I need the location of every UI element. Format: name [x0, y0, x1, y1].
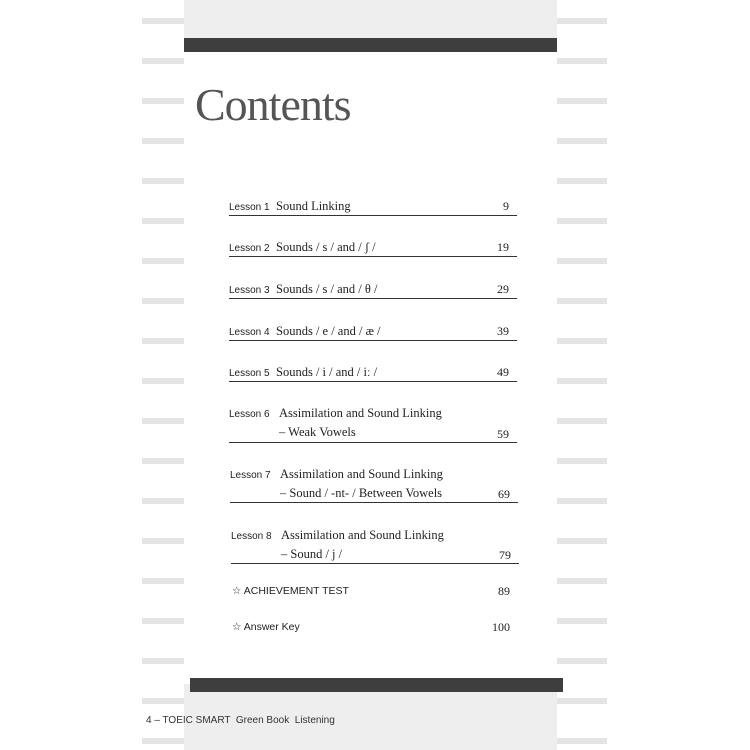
toc-entry-lesson-7[interactable]: [230, 467, 518, 503]
lesson-label: Lesson 7: [230, 470, 271, 481]
lesson-label: Lesson 6: [229, 409, 270, 420]
lesson-label: Lesson 2: [229, 243, 270, 254]
toc-entry-lesson-5[interactable]: [229, 365, 517, 382]
page-number: 29: [497, 282, 509, 296]
lesson-title: Sounds / i / and / iː /: [276, 365, 378, 379]
page-number: 19: [497, 240, 509, 254]
page-number: 79: [499, 548, 511, 562]
lesson-title: Sounds / e / and / æ /: [276, 324, 381, 338]
toc-entry-lesson-1[interactable]: [229, 199, 517, 216]
page-number: 39: [497, 324, 509, 338]
lesson-title: Assimilation and Sound Linking: [281, 528, 444, 542]
toc-entry-lesson-8[interactable]: [231, 528, 519, 564]
lesson-title: Sounds / s / and / θ /: [276, 282, 378, 296]
lesson-title: Sounds / s / and / ʃ /: [276, 240, 376, 254]
toc-entry-achievement-test[interactable]: [230, 584, 518, 602]
page-title: Contents: [195, 79, 351, 130]
top-bar: [184, 38, 557, 52]
page-number: 100: [492, 620, 510, 634]
toc-entry-lesson-3[interactable]: [229, 282, 517, 299]
lesson-subtitle: – Weak Vowels: [279, 425, 356, 439]
bottom-bar: [190, 678, 563, 692]
achievement-test-label: ☆ ACHIEVEMENT TEST: [232, 585, 349, 597]
lesson-label: Lesson 5: [229, 368, 270, 379]
lesson-label: Lesson 4: [229, 327, 270, 338]
toc-entry-lesson-6[interactable]: [229, 406, 517, 443]
page-number: 89: [498, 584, 510, 598]
page-number: 9: [503, 199, 509, 213]
lesson-label: Lesson 1: [229, 202, 270, 213]
page-number: 49: [497, 365, 509, 379]
toc-entry-answer-key[interactable]: [230, 620, 518, 638]
lesson-title: Sound Linking: [276, 199, 351, 213]
decorative-stripes-right: [557, 0, 607, 750]
decorative-stripes-left: [142, 0, 184, 750]
lesson-title: Assimilation and Sound Linking: [280, 467, 443, 481]
page-number: 59: [497, 427, 509, 441]
toc-entry-lesson-2[interactable]: [229, 240, 517, 257]
lesson-label: Lesson 8: [231, 531, 272, 542]
page-number: 69: [498, 487, 510, 501]
lesson-label: Lesson 3: [229, 285, 270, 296]
lesson-subtitle: – Sound / -nt- / Between Vowels: [280, 486, 443, 500]
lesson-subtitle: – Sound / j /: [281, 547, 343, 561]
page-footer: 4 – TOEIC SMART Green Book Listening: [146, 715, 335, 726]
toc-entry-lesson-4[interactable]: [229, 324, 517, 341]
lesson-title: Assimilation and Sound Linking: [279, 406, 442, 420]
answer-key-label: ☆ Answer Key: [232, 621, 300, 633]
